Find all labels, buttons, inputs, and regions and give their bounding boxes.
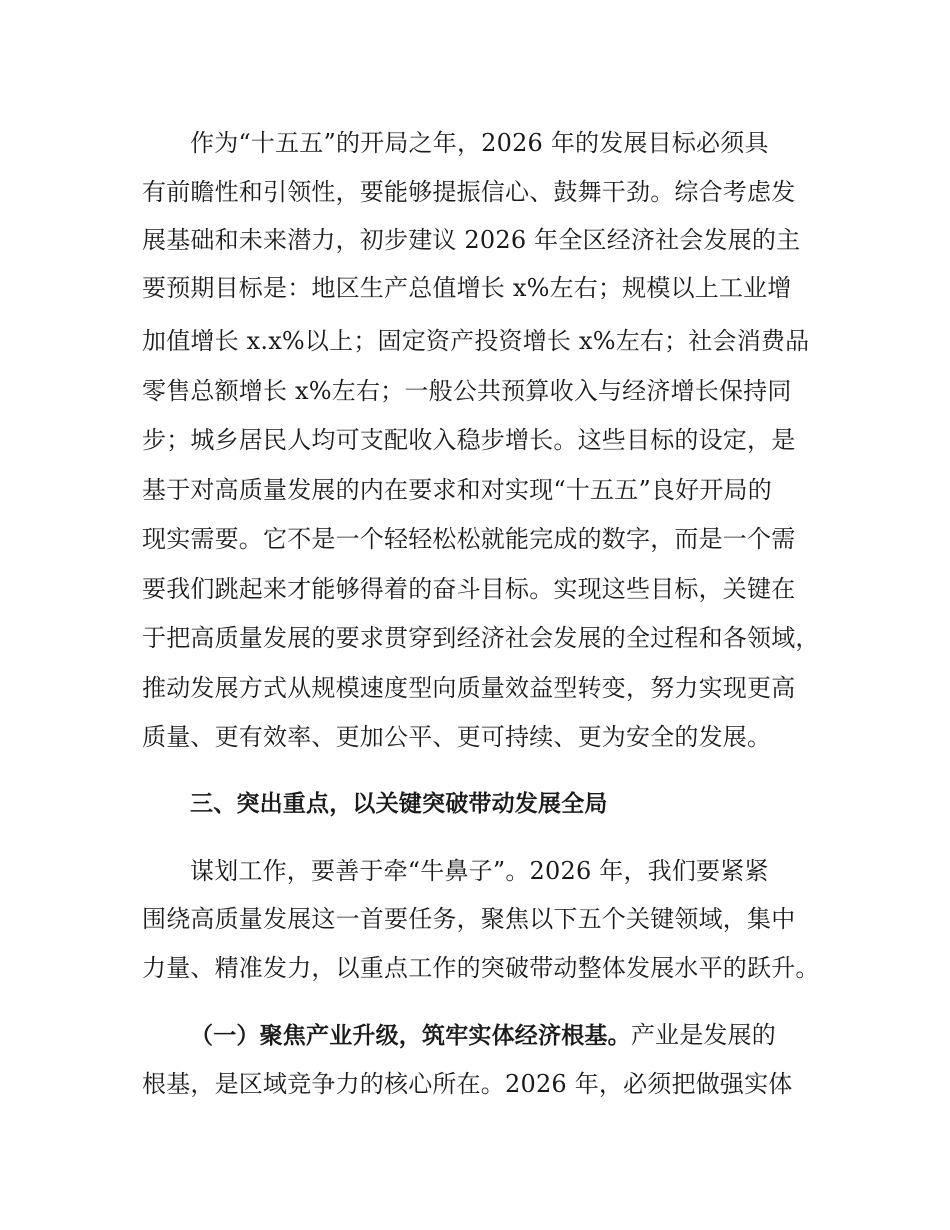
paragraph-1-line-5: 加值增长 x.x%以上；固定资产投资增长 x%左右；社会消费品	[142, 327, 810, 355]
paragraph-3-line-1	[190, 1015, 776, 1055]
paragraph-1-line-6: 零售总额增长 x%左右；一般公共预算收入与经济增长保持同	[142, 377, 792, 405]
paragraph-1-line-2: 有前瞻性和引领性，要能够提振信心、鼓舞干劲。综合考虑发	[142, 178, 796, 206]
paragraph-3-line-2: 根基，是区域竞争力的核心所在。2026 年，必须把做强实体	[142, 1070, 793, 1098]
paragraph-2-line-1: 谋划工作，要善于牵“牛鼻子”。2026 年，我们要紧紧	[190, 857, 769, 885]
paragraph-2-line-3: 力量、精准发力，以重点工作的突破带动整体发展水平的跃升。	[142, 954, 820, 982]
subsection-heading: （一）聚焦产业升级，筑牢实体经济根基。	[190, 1023, 631, 1049]
paragraph-1-line-9: 现实需要。它不是一个轻轻松松就能完成的数字，而是一个需	[142, 525, 796, 553]
paragraph-1-line-4: 要预期目标是：地区生产总值增长 x%左右；规模以上工业增	[142, 274, 792, 302]
paragraph-1-line-12: 推动发展方式从规模速度型向质量效益型转变，努力实现更高	[142, 674, 796, 702]
paragraph-1-line-10: 要我们跳起来才能够得着的奋斗目标。实现这些目标，关键在	[142, 575, 796, 603]
section-heading: 三、突出重点，以关键突破带动发展全局	[190, 791, 608, 817]
paragraph-3-line-1-rest: 产业是发展的	[630, 1021, 777, 1049]
paragraph-1-line-11: 于把高质量发展的要求贯穿到经济社会发展的全过程和各领域，	[142, 624, 820, 652]
paragraph-1-line-13: 质量、更有效率、更加公平、更可持续、更为安全的发展。	[142, 723, 772, 751]
paragraph-1-line-3: 展基础和未来潜力，初步建议 2026 年全区经济社会发展的主	[142, 226, 801, 254]
paragraph-1-line-7: 步；城乡居民人均可支配收入稳步增长。这些目标的设定，是	[142, 426, 796, 454]
paragraph-1-line-1: 作为“十五五”的开局之年，2026 年的发展目标必须具	[190, 129, 769, 157]
paragraph-2-line-2: 围绕高质量发展这一首要任务，聚焦以下五个关键领域，集中	[142, 905, 796, 933]
paragraph-1-line-8: 基于对高质量发展的内在要求和对实现“十五五”良好开局的	[142, 476, 772, 504]
